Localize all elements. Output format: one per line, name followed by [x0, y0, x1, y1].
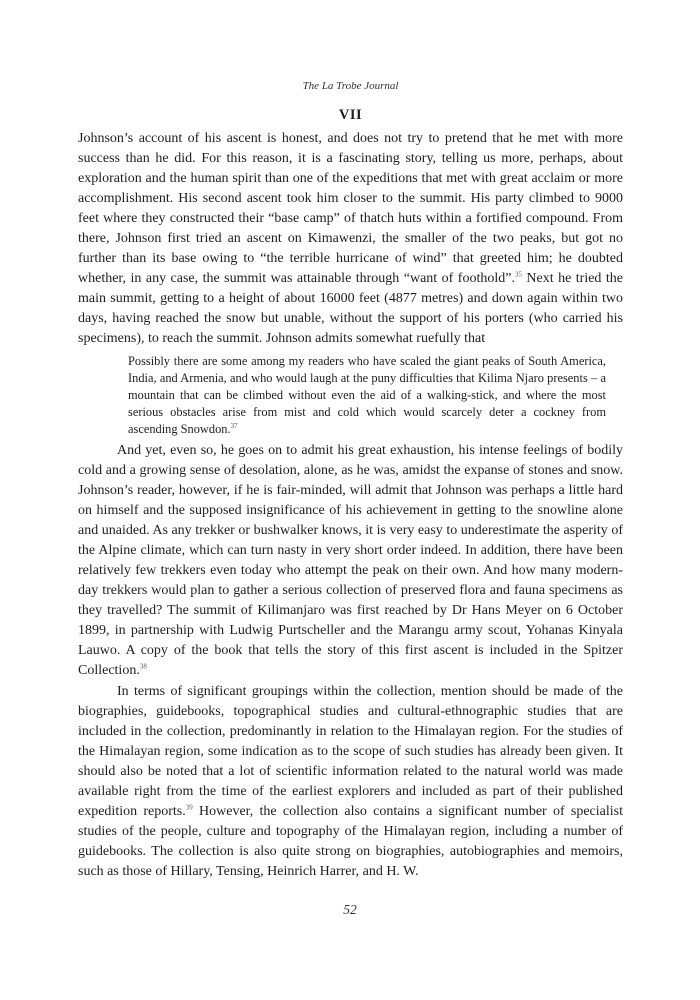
endnote-ref-37[interactable]: 37	[230, 421, 238, 430]
running-head: The La Trobe Journal	[302, 80, 399, 92]
block-quote	[78, 353, 623, 438]
section-heading: VII	[338, 107, 363, 123]
page-number: 52	[343, 902, 357, 917]
endnote-ref-38[interactable]: 38	[139, 662, 147, 671]
endnote-ref-39[interactable]: 39	[185, 803, 193, 812]
paragraph-2	[78, 441, 623, 681]
paragraph-3-text-a: In terms of significant groupings within the collection, mention should be made of the biographies, guidebooks, topographical studies and cultural-ethnographic studies that are included in the collection, predominantly in relation to the Himalayan region. For the studies of the Himalayan region, some indication as to the scope of such studies has already been given. It should also be noted that a lot of scientific information related to the natural world was made available right from the time of the earliest explorers and included as part of their published expedition reports.	[78, 684, 623, 819]
paragraph-1	[78, 129, 623, 349]
paragraph-3	[78, 682, 623, 882]
paragraph-3-text-b: However, the collection also contains a significant number of specialist studies of the people, culture and topography of the Himalayan region, including a number of guidebooks. The collection is also quite strong on biographies, autobiographies and memoirs, such as those of Hillary, Tensing, Heinrich Harrer, and H. W.	[78, 804, 623, 879]
paragraph-2-text: And yet, even so, he goes on to admit his great exhaustion, his intense feelings of bodily cold and a growing sense of desolation, alone, as he was, amidst the expanse of stones and snow. Johnson’s reader, however, if he is fair-minded, will admit that Johnson was perhaps a little hard on himself and the supposed insignificance of his achievement in getting to the snowline alone and unaided. As any trekker or bushwalker knows, it is very easy to underestimate the asperity of the Alpine climate, which can turn nasty in very short order indeed. In addition, there have been relatively few trekkers even today who attempt the peak on their own. And how many modern-day trekkers would plan to gather a serious collection of preserved flora and fauna specimens as they travelled? The summit of Kilimanjaro was first reached by Dr Hans Meyer on 6 October 1899, in partnership with Ludwig Purtscheller and the Marangu army scout, Yohanas Kinyala Lauwo. A copy of the book that tells the story of this first ascent is included in the Spitzer Collection.	[78, 443, 623, 678]
endnote-ref-35[interactable]: 35	[514, 270, 522, 279]
paragraph-1-text-a: Johnson’s account of his ascent is honest, and does not try to pretend that he met with more success than he did. For this reason, it is a fascinating story, telling us more, perhaps, about exploration and the human spirit than one of the expeditions that met with great acclaim or more accomplishment. His second ascent took him closer to the summit. His party climbed to 9000 feet where they constructed their “base camp” of thatch huts within a fortified compound. From there, Johnson first tried an ascent on Kimawenzi, the smaller of the two peaks, but got no further than its base owing to “the terrible hurricane of wind” that greeted him; he doubted whether, in any case, the summit was attainable through “want of foothold”.	[78, 131, 623, 286]
paragraph-1-text-b: Next he tried the main summit, getting to a height of about 16000 feet (4877 metres) and down again within two days, having reached the snow but unable, without the support of his porters (who carried his specimens), to reach the summit. Johnson admits somewhat ruefully that	[78, 271, 624, 346]
block-quote-text: Possibly there are some among my readers who have scaled the giant peaks of South America, India, and Armenia, and who would laugh at the puny difficulties that Kilima Njaro presents – a mountain that can be climbed without even the aid of a walking-stick, and where the most serious obstacles arise from mist and cold which would scarcely deter a cockney from ascending Snowdon.	[128, 354, 606, 436]
